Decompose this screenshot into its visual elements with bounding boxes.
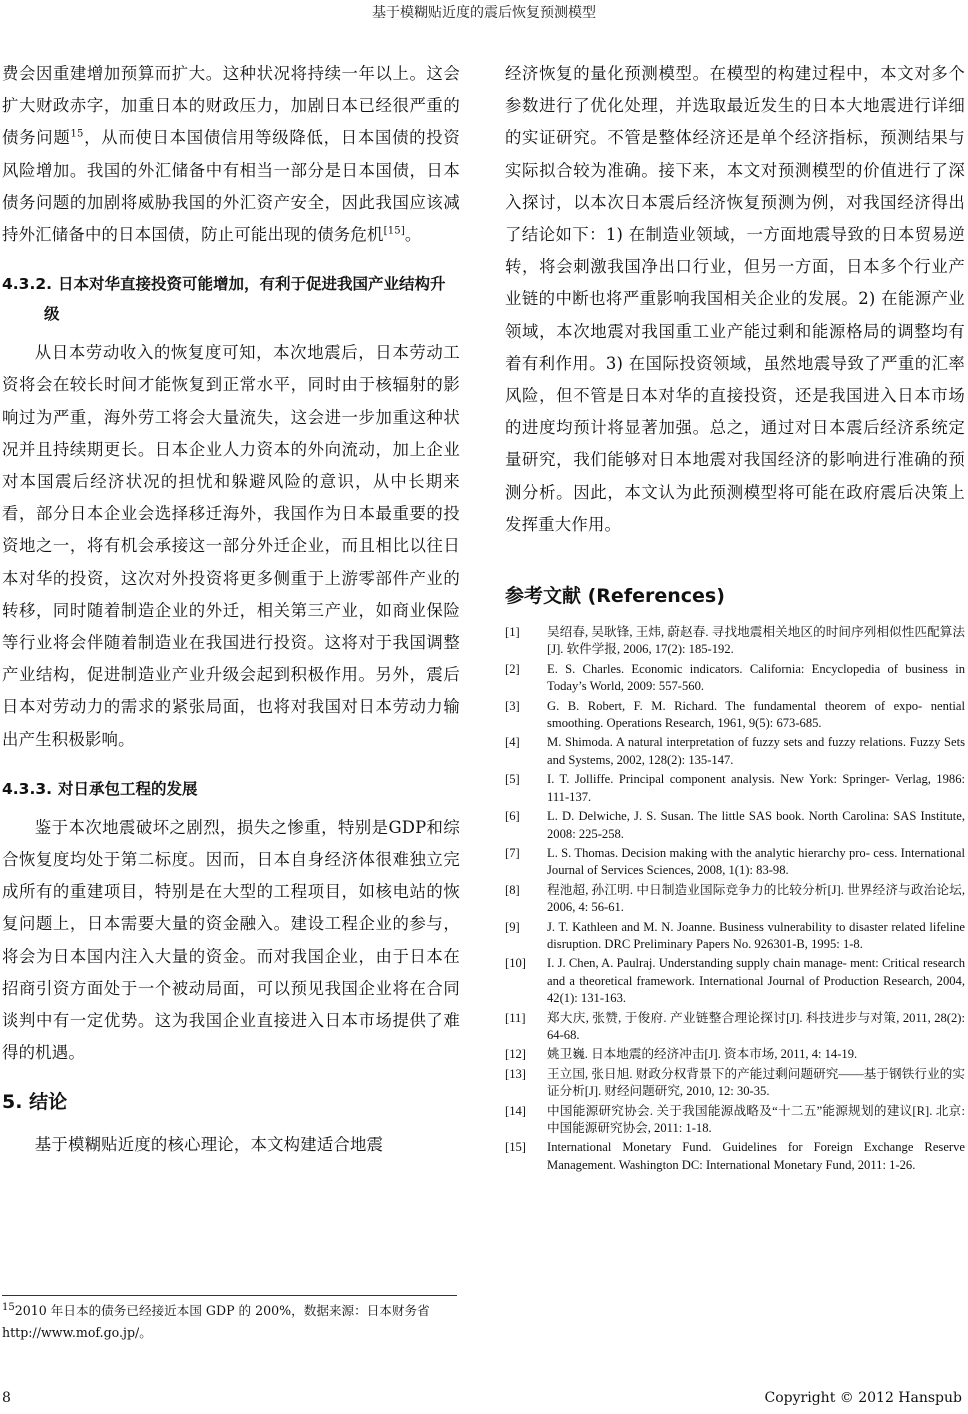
reference-index: [3]	[505, 698, 520, 713]
references-heading: 参考文献 (References)	[505, 585, 725, 608]
section-heading-4-3-2	[2, 269, 460, 329]
reference-item	[505, 698, 965, 733]
reference-item	[505, 734, 965, 769]
reference-text: 王立国, 张日旭. 财政分权背景下的产能过剩问题研究——基于钢铁行业的实证分析[J]. 财经问题研究, 2010, 12: 30-35.	[547, 1066, 965, 1099]
page-number: 8	[2, 1390, 11, 1406]
right-column	[505, 58, 965, 1176]
reference-item	[505, 882, 965, 917]
reference-item	[505, 1066, 965, 1101]
reference-text: E. S. Charles. Economic indicators. California: Encyclopedia of business in Today’s World, 2009: 557-560.	[547, 661, 965, 694]
reference-item	[505, 1046, 965, 1063]
reference-item	[505, 1139, 965, 1174]
paragraph-5: 经济恢复的量化预测模型。在模型的构建过程中，本文对多个参数进行了优化处理，并选取最近发生的日本大地震进行详细的实证研究。不管是整体经济还是单个经济指标，预测结果与实际拟合较为准确。接下来，本文对预测模型的价值进行了深入探讨，以本次日本震后经济恢复预测为例，对我国经济得出了结论如下：1) 在制造业领域，一方面地震导致的日本贸易逆转，将会刺激我国净出口行业，但另一方面，日本多个行业产业链的中断也将严重影响我国相关企业的发展。2) 在能源产业领域，本次地震对我国重工业产能过剩和能源格局的调整均有着有利作用。3) 在国际投资领域，虽然地震导致了严重的汇率风险，但不管是日本对华的直接投资，还是我国进入日本市场的进度均预计将显著加强。总之，通过对日本震后经济系统定量研究，我们能够对日本地震对我国经济的影响进行准确的预测分析。因此，本文认为此预测模型将可能在政府震后决策上发挥重大作用。	[505, 64, 965, 534]
reference-index: [15]	[505, 1140, 526, 1155]
left-column	[2, 58, 460, 1162]
reference-item	[505, 919, 965, 954]
footnote-divider	[2, 1295, 457, 1296]
running-header: 基于模糊贴近度的震后恢复预测模型	[372, 5, 596, 21]
copyright-notice: Copyright © 2012 Hanspub	[764, 1390, 962, 1406]
reference-text: L. S. Thomas. Decision making with the analytic hierarchy pro- cess. International Journal of Services Sciences, 2008, 1(1): 83-98.	[547, 845, 965, 878]
reference-text: G. B. Robert, F. M. Richard. The fundamental theorem of expo- nential smoothing. Operations Research, 1961, 9(5): 673-685.	[547, 698, 965, 731]
reference-text: 姚卫巍. 日本地震的经济冲击[J]. 资本市场, 2011, 4: 14-19.	[547, 1047, 858, 1062]
section-number: 4.3.3.	[2, 779, 53, 798]
citation-link[interactable]: [15]	[383, 225, 405, 237]
section-title: 日本对华直接投资可能增加，有利于促进我国产业结构升级	[44, 275, 446, 324]
reference-index: [11]	[505, 1010, 526, 1025]
footnote-number: 15	[2, 1301, 15, 1313]
reference-text: International Monetary Fund. Guidelines for Foreign Exchange Reserve Management. Washington DC: International Monetary Fund, 2011: 1-26.	[547, 1140, 965, 1172]
footnote	[2, 1300, 458, 1344]
reference-item	[505, 1103, 965, 1138]
reference-index: [6]	[505, 809, 520, 824]
reference-item	[505, 808, 965, 843]
reference-item	[505, 661, 965, 696]
section-title: 结论	[29, 1091, 68, 1114]
reference-index: [7]	[505, 845, 520, 860]
section-heading-5	[2, 1087, 460, 1117]
paragraph-4: 基于模糊贴近度的核心理论，本文构建适合地震	[34, 1135, 384, 1155]
paragraph-text: 。	[404, 225, 422, 245]
reference-index: [2]	[505, 661, 520, 676]
reference-text: M. Shimoda. A natural interpretation of fuzzy sets and fuzzy relations. Fuzzy Sets and Systems, 2002, 128(2): 135-147.	[547, 735, 965, 767]
paragraph-2: 从日本劳动收入的恢复度可知，本次地震后，日本劳动工资将会在较长时间才能恢复到正常水平，同时由于核辐射的影响过为严重，海外劳工将会大量流失，这会进一步加重这种状况并且持续期更长。日本企业人力资本的外向流动，加上企业对本国震后经济状况的担忧和躲避风险的意识，从中长期来看，部分日本企业会选择移迁海外，我国作为日本最重要的投资地之一，将有机会承接这一部分外迁企业，而且相比以往日本对华的投资，这次对外投资将更多侧重于上游零部件产业的转移，同时随着制造企业的外迁，相关第三产业，如商业保险等行业将会伴随着制造业在我国进行投资。这将对于我国调整产业结构，促进制造业产业升级会起到积极作用。另外，震后日本对劳动力的需求的紧张局面，也将对我国对日本劳动力输出产生积极影响。	[2, 343, 460, 749]
reference-index: [5]	[505, 772, 520, 787]
reference-item	[505, 845, 965, 880]
reference-text: 吴绍春, 吴耿锋, 王炜, 蔚赵春. 寻找地震相关地区的时间序列相似性匹配算法[J]. 软件学报, 2006, 17(2): 185-192.	[547, 625, 965, 657]
reference-text: 郑大庆, 张赞, 于俊府. 产业链整合理论探讨[J]. 科技进步与对策, 2011, 28(2): 64-68.	[547, 1010, 965, 1042]
reference-index: [12]	[505, 1047, 526, 1062]
reference-index: [14]	[505, 1103, 526, 1118]
section-title: 对日承包工程的发展	[58, 779, 198, 798]
paragraph-3: 鉴于本次地震破坏之剧烈，损失之惨重，特别是GDP和综合恢复度均处于第二标度。因而，日本自身经济体很难独立完成所有的重建项目，特别是在大型的工程项目，如核电站的恢复问题上，日本需要大量的资金融入。建设工程企业的参与，将会为日本国内注入大量的资金。而对我国企业，由于日本在招商引资方面处于一个被动局面，可以预见我国企业将在合同谈判中有一定优势。这为我国企业直接进入日本市场提供了难得的机遇。	[2, 817, 460, 1063]
reference-index: [4]	[505, 735, 520, 750]
reference-text: 程池超, 孙江明. 中日制造业国际竞争力的比较分析[J]. 世界经济与政治论坛, 2006, 4: 56-61.	[547, 882, 965, 915]
reference-text: L. D. Delwiche, J. S. Susan. The little SAS book. North Carolina: SAS Institute, 2008: 225-258.	[547, 809, 965, 841]
paragraph-1	[2, 58, 460, 251]
footnote-marker[interactable]: 15	[70, 128, 84, 140]
paragraph-text: ，从而使日本国债信用等级降低，日本国债的投资风险增加。我国的外汇储备中有相当一部分是日本国债，日本债务问题的加剧将威胁我国的外汇资产安全，因此我国应该减持外汇储备中的日本国债，防止可能出现的债务危机	[2, 128, 460, 245]
reference-index: [10]	[505, 956, 526, 971]
reference-item	[505, 955, 965, 1007]
reference-list	[505, 624, 965, 1174]
reference-text: 中国能源研究协会. 关于我国能源战略及“十二五”能源规划的建议[R]. 北京: 中国能源研究协会, 2011: 1-18.	[547, 1103, 965, 1136]
section-number: 4.3.2.	[2, 275, 53, 294]
footnote-text: 2010 年日本的债务已经接近本国 GDP 的 200%，数据来源：日本财务省 http://www.mof.go.jp/。	[2, 1303, 430, 1340]
section-heading-4-3-3	[2, 774, 460, 804]
reference-index: [1]	[505, 625, 520, 640]
reference-text: I. J. Chen, A. Paulraj. Understanding supply chain manage- ment: Critical research and a theoretical framework. International Journal of Production Research, 2004, 42(1): 131-163.	[547, 956, 965, 1006]
reference-item	[505, 1010, 965, 1045]
reference-text: J. T. Kathleen and M. N. Joanne. Business vulnerability to disaster related lifeline disruption. DRC Preliminary Papers No. 926301-B, 1995: 1-8.	[547, 919, 965, 951]
section-number: 5.	[2, 1091, 23, 1114]
reference-text: I. T. Jolliffe. Principal component analysis. New York: Springer- Verlag, 1986: 111-137.	[547, 772, 965, 804]
reference-index: [8]	[505, 882, 520, 897]
paragraph-text: 费会因重建增加预算而扩大。这种状况将持续一年以上。这会扩大财政赤字，加重日本的财政压力，加剧日本已经很严重的债务问题	[2, 64, 460, 148]
reference-item	[505, 624, 965, 659]
reference-index: [13]	[505, 1066, 526, 1081]
reference-item	[505, 771, 965, 806]
reference-index: [9]	[505, 919, 520, 934]
